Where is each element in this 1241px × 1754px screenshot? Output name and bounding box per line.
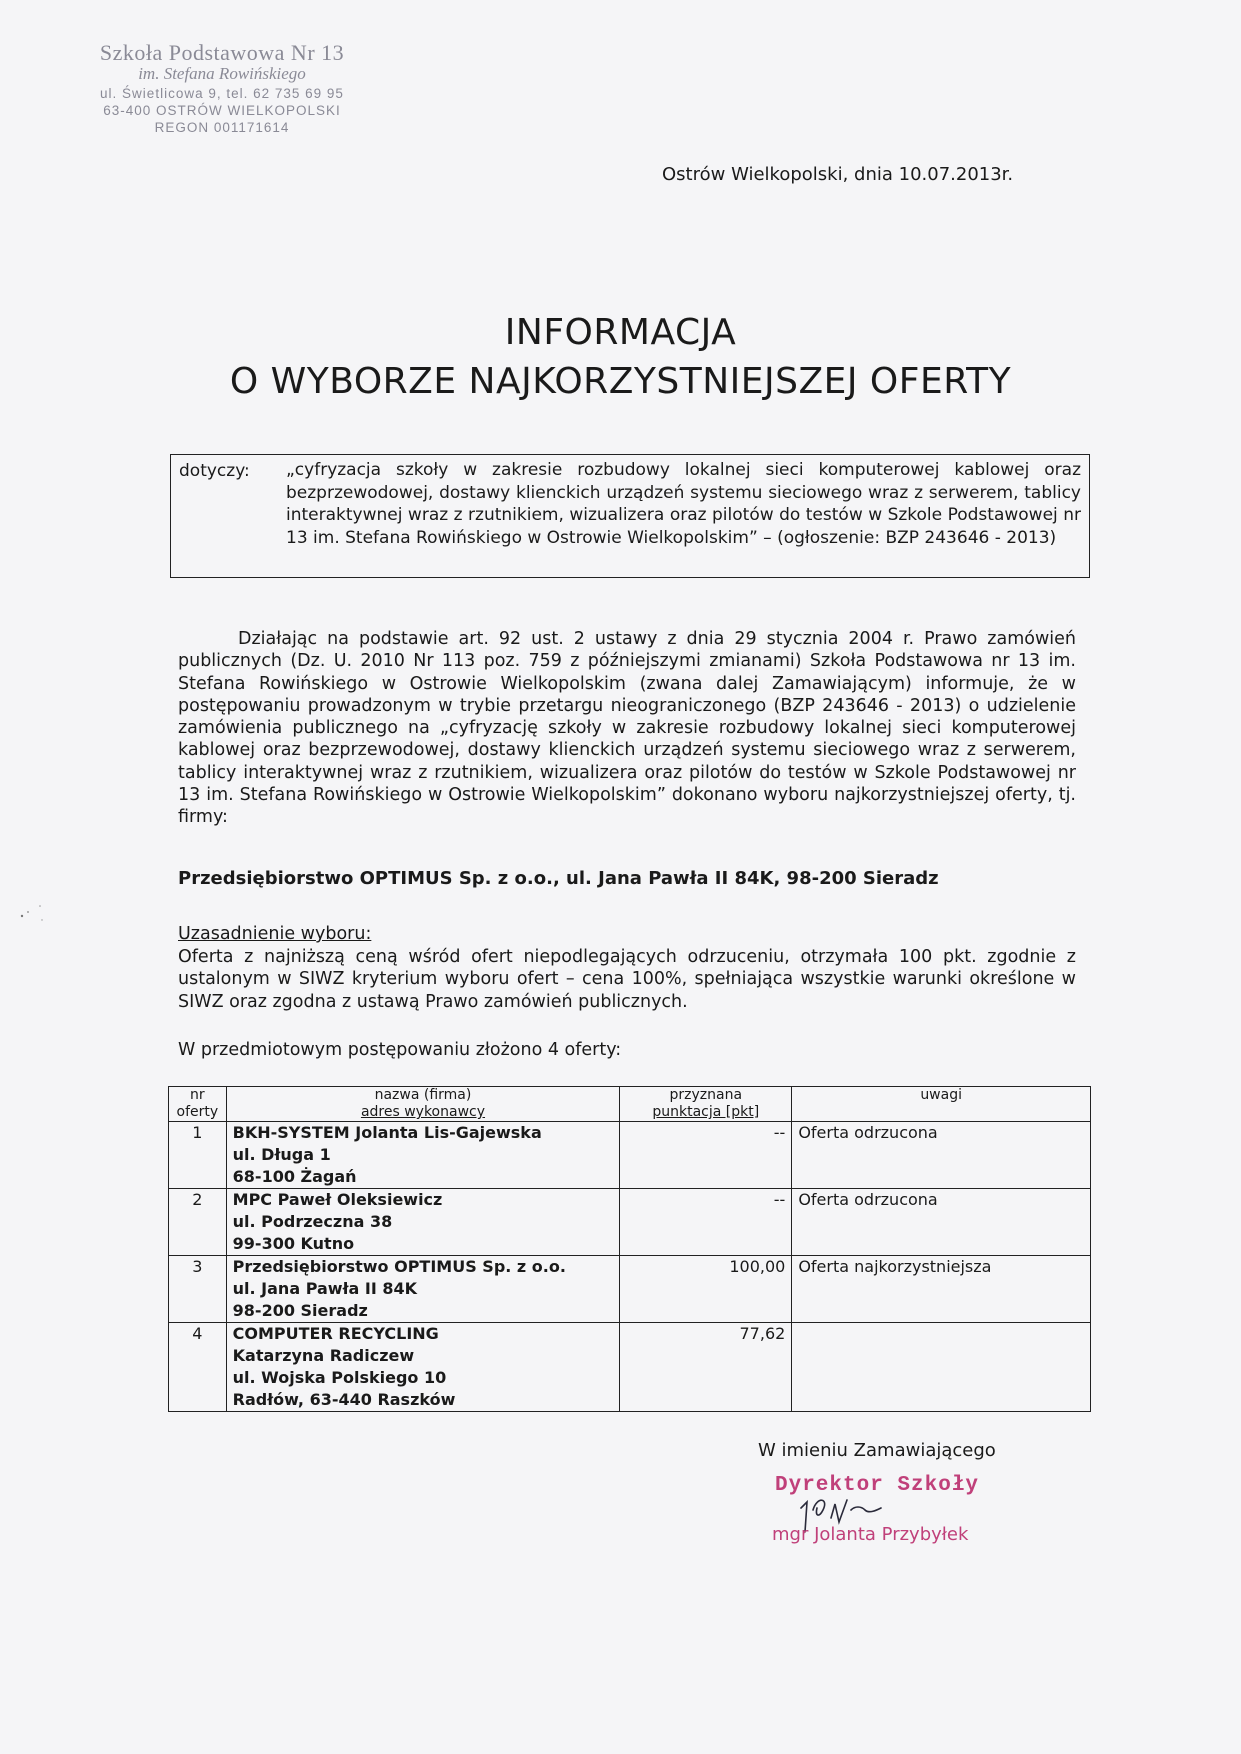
justification-text: Oferta z najniższą ceną wśród ofert niepodlegających odrzuceniu, otrzymała 100 pkt. zgodnie z ustalonym w SIWZ kryterium wyboru ofert – cena 100%, spełniająca wszystkie warunki określone w SIWZ oraz zgodna z ustawą Prawo zamówień publicznych.	[178, 947, 1076, 1012]
cell-contractor: BKH-SYSTEM Jolanta Lis-Gajewska ul. Długa 1 68-100 Żagań	[226, 1122, 620, 1189]
cell-notes: Oferta najkorzystniejsza	[792, 1256, 1091, 1323]
stamp-address: ul. Świetlicowa 9, tel. 62 735 69 95	[100, 86, 344, 101]
cell-points: 77,62	[620, 1323, 792, 1412]
cell-notes: Oferta odrzucona	[792, 1189, 1091, 1256]
cell-notes	[792, 1323, 1091, 1412]
signature-name-stamp: mgr Jolanta Przybyłek	[772, 1524, 969, 1545]
stamp-school-name: Szkoła Podstawowa Nr 13	[99, 40, 345, 65]
cell-nr: 3	[169, 1256, 227, 1323]
document-subtitle: O WYBORZE NAJKORZYSTNIEJSZEJ OFERTY	[229, 361, 1012, 402]
offers-table	[168, 1086, 1091, 1412]
cell-contractor: COMPUTER RECYCLING Katarzyna Radiczew ul. Wojska Polskiego 10 Radłów, 63-440 Raszków	[226, 1323, 620, 1412]
cell-nr: 1	[169, 1122, 227, 1189]
stamp-city: 63-400 OSTRÓW WIELKOPOLSKI	[103, 103, 341, 118]
place-and-date: Ostrów Wielkopolski, dnia 10.07.2013r.	[662, 164, 1014, 185]
header-notes: uwagi	[792, 1087, 1091, 1122]
concern-label: dotyczy:	[179, 461, 250, 481]
stamp-regon: REGON 001171614	[154, 120, 290, 135]
concern-box	[170, 454, 1090, 578]
header-points: przyznana punktacja [pkt]	[620, 1087, 792, 1122]
offers-count-text: W przedmiotowym postępowaniu złożono 4 oferty:	[178, 1040, 622, 1060]
table-row	[169, 1256, 1091, 1323]
table-row	[169, 1189, 1091, 1256]
signature-role-stamp: Dyrektor Szkoły	[775, 1474, 980, 1497]
cell-points: 100,00	[620, 1256, 792, 1323]
table-header-row	[169, 1087, 1091, 1122]
cell-contractor: Przedsiębiorstwo OPTIMUS Sp. z o.o. ul. Jana Pawła II 84K 98-200 Sieradz	[226, 1256, 620, 1323]
cell-points: --	[620, 1122, 792, 1189]
header-name: nazwa (firma) adres wykonawcy	[226, 1087, 620, 1122]
cell-notes: Oferta odrzucona	[792, 1122, 1091, 1189]
scan-speck	[12, 894, 52, 934]
table-row	[169, 1122, 1091, 1189]
document-title: INFORMACJA	[504, 312, 737, 353]
table-row	[169, 1323, 1091, 1412]
main-paragraph: Działając na podstawie art. 92 ust. 2 ustawy z dnia 29 stycznia 2004 r. Prawo zamówień publicznych (Dz. U. 2010 Nr 113 poz. 759 z późniejszymi zmianami) Szkoła Podstawowa nr 13 im. Stefana Rowińskiego w Ostrowie Wielkopolskim (zwana dalej Zamawiającym) informuje, że w postępowaniu prowadzonym w trybie przetargu nieograniczonego (BZP 243646 - 2013) o udzielenie zamówienia publicznego na „cyfryzację szkoły w zakresie rozbudowy lokalnej sieci komputerowej kablowej oraz bezprzewodowej, dostawy klienckich urządzeń systemu sieciowego wraz z serwerem, tablicy interaktywnej wraz z rzutnikiem, wizualizera oraz pilotów do testów w Szkole Podstawowej nr 13 im. Stefana Rowińskiego w Ostrowie Wielkopolskim” dokonano wyboru najkorzystniejszej oferty, tj. firmy:	[178, 629, 1076, 828]
concern-text: „cyfryzacja szkoły w zakresie rozbudowy lokalnej sieci komputerowej kablowej oraz bezprzewodowej, dostawy klienckich urządzeń systemu sieciowego wraz z serwerem, tablicy interaktywnej wraz z rzutnikiem, wizualizera oraz pilotów do testów w Szkole Podstawowej nr 13 im. Stefana Rowińskiego w Ostrowie Wielkopolskim” – (ogłoszenie: BZP 243646 - 2013)	[286, 460, 1081, 548]
cell-nr: 4	[169, 1323, 227, 1412]
cell-contractor: MPC Paweł Oleksiewicz ul. Podrzeczna 38 99-300 Kutno	[226, 1189, 620, 1256]
school-stamp	[72, 40, 372, 135]
signature-intro: W imieniu Zamawiającego	[758, 1440, 996, 1461]
header-nr: nr oferty	[169, 1087, 227, 1122]
stamp-patron: im. Stefana Rowińskiego	[138, 64, 306, 83]
justification-heading: Uzasadnienie wyboru:	[178, 924, 372, 944]
selected-contractor: Przedsiębiorstwo OPTIMUS Sp. z o.o., ul. Jana Pawła II 84K, 98-200 Sieradz	[178, 868, 939, 889]
cell-nr: 2	[169, 1189, 227, 1256]
cell-points: --	[620, 1189, 792, 1256]
